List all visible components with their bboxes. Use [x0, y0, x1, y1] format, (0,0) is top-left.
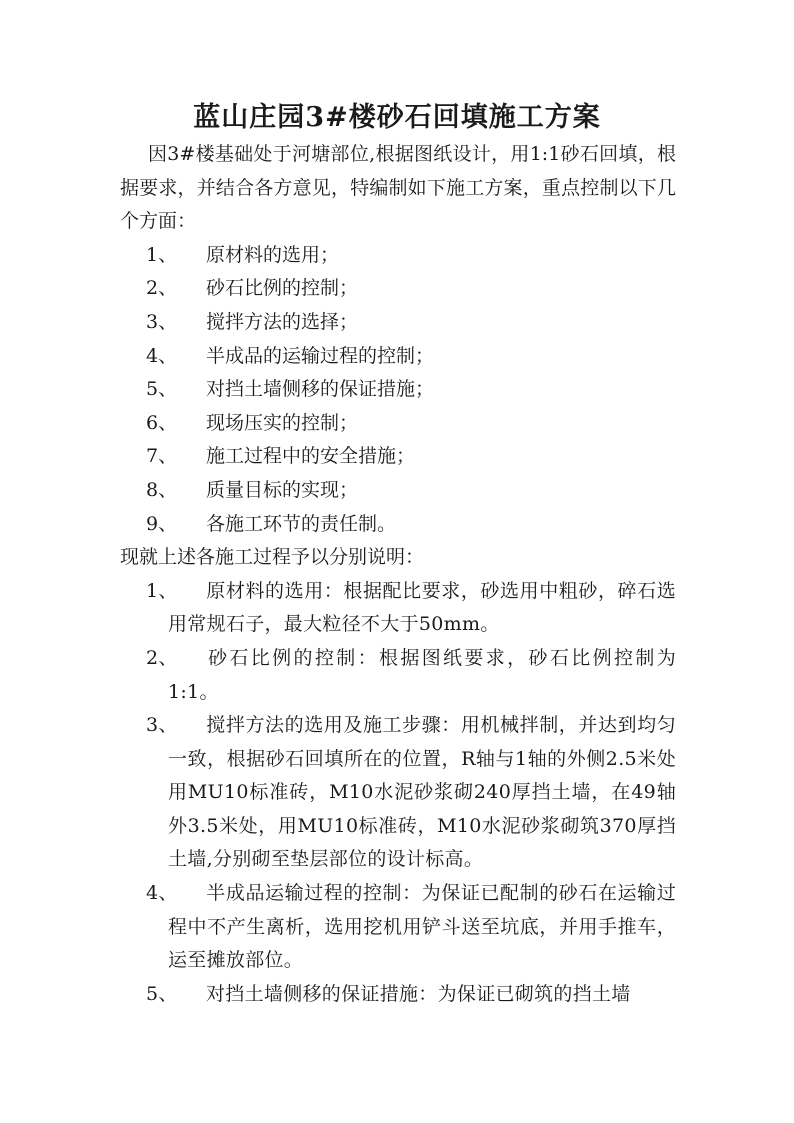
list-item-text: 砂石比例的控制；: [206, 277, 359, 300]
list-item-number: 7、: [146, 445, 178, 468]
list-item-text: 各施工环节的责任制。: [206, 512, 397, 535]
list-item-text: 对挡土墙侧移的保证措施；: [206, 378, 435, 401]
list-item: [120, 272, 676, 306]
detail-item-text: 半成品运输过程的控制：为保证已配制的砂石在运输过程中不产生离析，选用挖机用铲斗送至坑底，并用手推车，运至摊放部位。: [168, 882, 676, 972]
intro-paragraph: 因3#楼基础处于河塘部位,根据图纸设计，用1:1砂石回填，根据要求，并结合各方意见，特编制如下施工方案，重点控制以下几个方面：: [120, 143, 676, 233]
list-item-number: 9、: [146, 512, 178, 535]
detail-item-number: 2、: [146, 646, 178, 669]
list-item: [120, 407, 676, 441]
detail-item: [120, 709, 676, 877]
list-item: [120, 440, 676, 474]
detail-item-text: 对挡土墙侧移的保证措施：为保证已砌筑的挡土墙: [206, 982, 631, 1005]
list-item-number: 2、: [146, 277, 178, 300]
list-item-text: 半成品的运输过程的控制；: [206, 344, 435, 367]
list-item: [120, 373, 676, 407]
list-item-text: 搅拌方法的选择；: [206, 310, 359, 333]
detail-item: [120, 978, 676, 1012]
list-item-number: 1、: [146, 243, 178, 266]
list-item-text: 施工过程中的安全措施；: [206, 445, 416, 468]
detail-item-number: 3、: [146, 714, 178, 737]
detail-item: [120, 575, 676, 642]
detail-item: [120, 877, 676, 978]
list-item-text: 现场压实的控制；: [206, 411, 359, 434]
list-item-number: 4、: [146, 344, 178, 367]
list-item: [120, 306, 676, 340]
detail-item-text: 砂石比例的控制：根据图纸要求，砂石比例控制为1:1。: [168, 646, 676, 703]
detail-item-text: 原材料的选用：根据配比要求，砂选用中粗砂，碎石选用常规石子，最大粒径不大于50mm。: [168, 579, 676, 636]
section-lead: 现就上述各施工过程予以分别说明：: [120, 546, 425, 569]
control-points-list: [120, 239, 676, 541]
details-list: [120, 575, 676, 1012]
document-title: 蓝山庄园3#楼砂石回填施工方案: [193, 102, 601, 133]
list-item: [120, 474, 676, 508]
document-body: [120, 138, 676, 1011]
detail-item-number: 1、: [146, 579, 178, 602]
list-item-number: 8、: [146, 478, 178, 501]
list-item-text: 质量目标的实现；: [206, 478, 359, 501]
list-item: [120, 340, 676, 374]
list-item-number: 6、: [146, 411, 178, 434]
list-item: [120, 508, 676, 542]
list-item-number: 3、: [146, 310, 178, 333]
list-item: [120, 239, 676, 273]
list-item-text: 原材料的选用；: [206, 243, 340, 266]
detail-item: [120, 642, 676, 709]
detail-item-text: 搅拌方法的选用及施工步骤：用机械拌制，并达到均匀一致，根据砂石回填所在的位置，R轴与1轴的外侧2.5米处用MU10标准砖，M10水泥砂浆砌240厚挡土墙，在49轴外3.5米处，用MU10标准砖，M10水泥砂浆砌筑370厚挡土墙,分别砌至垫层部位的设计标高。: [168, 714, 676, 871]
detail-item-number: 4、: [146, 882, 178, 905]
list-item-number: 5、: [146, 378, 178, 401]
detail-item-number: 5、: [146, 982, 178, 1005]
